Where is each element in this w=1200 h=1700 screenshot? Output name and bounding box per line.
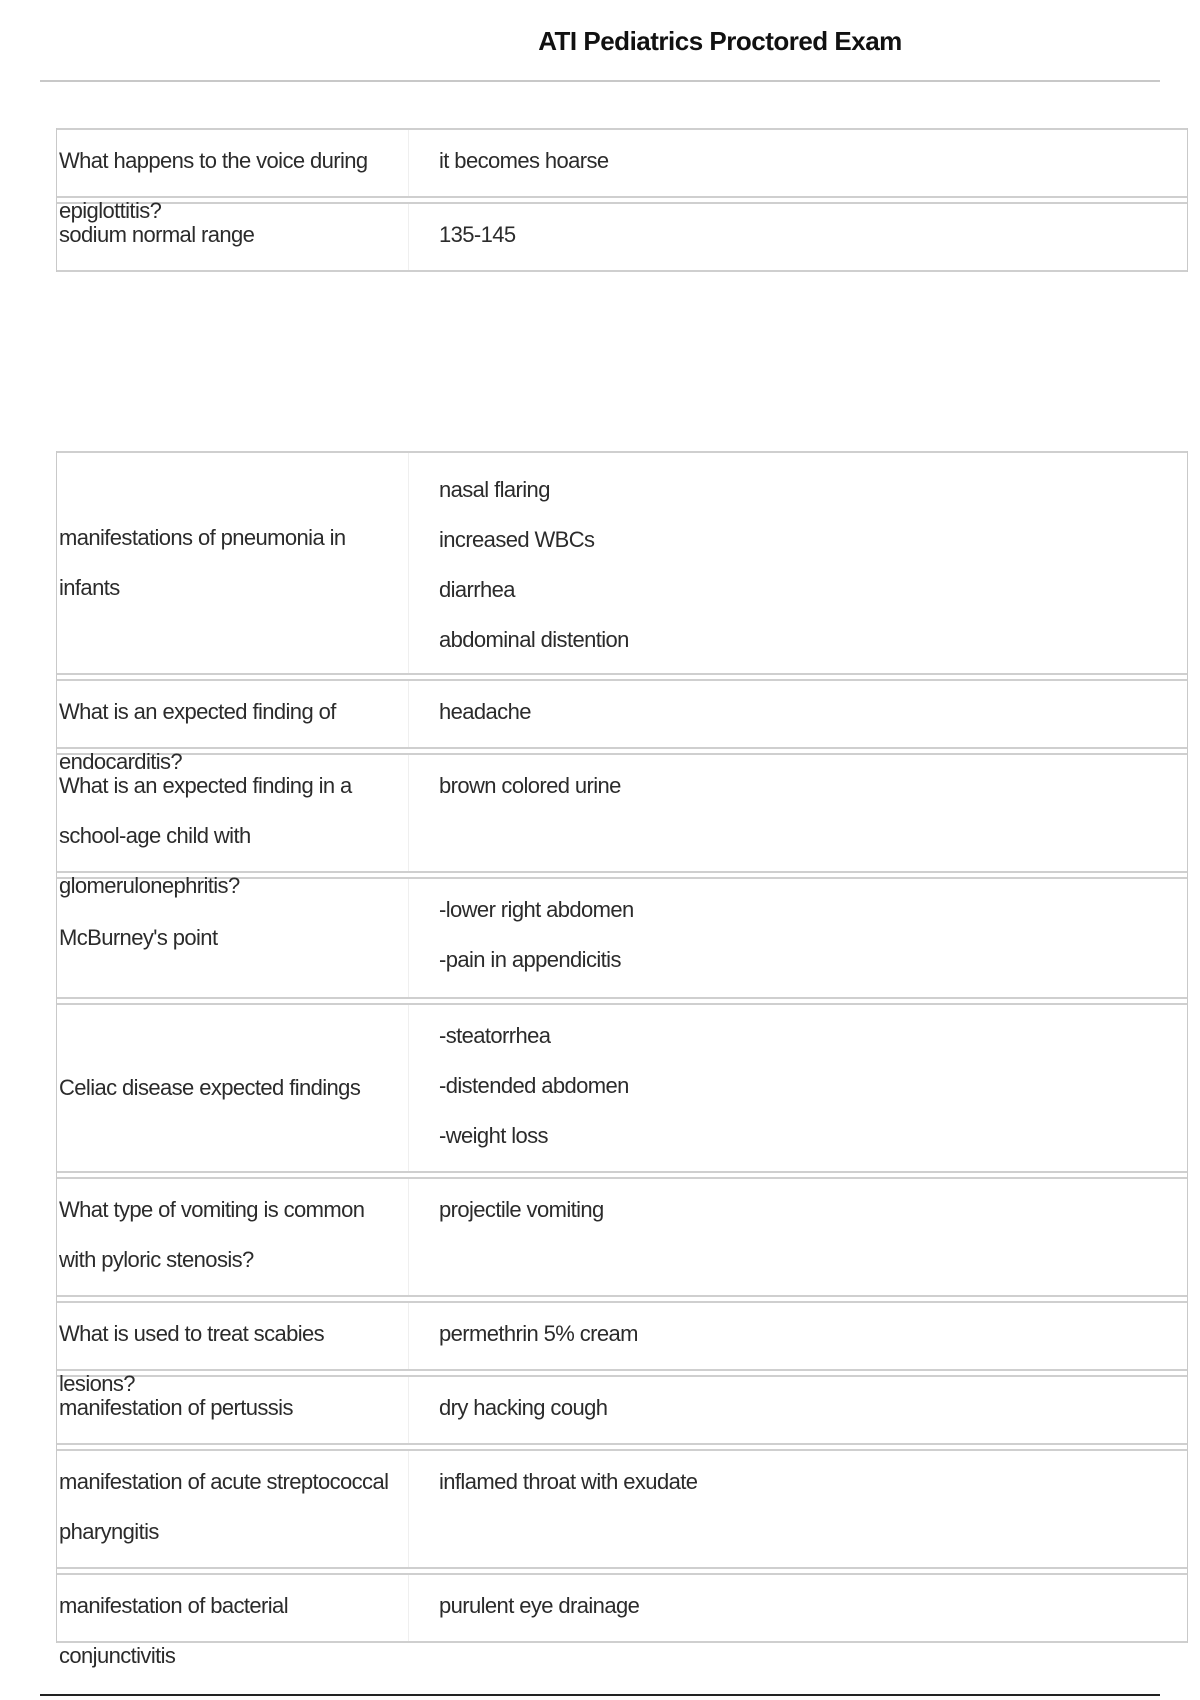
table-row [57,451,1187,675]
table-row [57,1449,1187,1569]
definition-cell: 135-145 [439,222,516,247]
term-cell: Celiac disease expected findings [57,1005,409,1171]
term-cell: What happens to the voice during epiglottitis? [57,130,409,196]
table-row [57,679,1187,774]
term-cell: What is an expected finding in a school-age child with glomerulonephritis? [57,755,409,871]
term-cell: manifestation of acute streptococcal pharyngitis [57,1451,409,1567]
flashcard-table-1 [56,128,1188,272]
top-divider [40,80,1160,82]
definition-cell: projectile vomiting [439,1197,604,1222]
definition-cell: dry hacking cough [439,1395,608,1420]
page-title: ATI Pediatrics Proctored Exam [538,26,902,56]
table-row [57,877,1187,999]
definition-cell: headache [439,699,531,724]
term-cell: manifestations of pneumonia in infants [57,453,409,673]
term-cell: What is used to treat scabies lesions? [57,1303,409,1369]
table-row [57,202,1187,272]
term-cell: What type of vomiting is common with pyloric stenosis? [57,1179,409,1295]
definition-cell: -lower right abdomen -pain in appendicitis [439,897,634,972]
table-row [57,1003,1187,1173]
term-cell: What is an expected finding of endocarditis? [57,681,409,747]
flashcard-table-2 [56,451,1188,1668]
table-row [57,753,1187,898]
definition-cell: brown colored urine [439,773,621,798]
term-cell: manifestation of pertussis [57,1377,409,1443]
table-row [57,1301,1187,1396]
definition-cell: inflamed throat with exudate [439,1469,698,1494]
definition-cell: permethrin 5% cream [439,1321,638,1346]
table-row [57,1573,1187,1668]
table-row [57,1177,1187,1297]
table-row [57,1375,1187,1445]
table-row [57,128,1187,223]
definition-cell: -steatorrhea -distended abdomen -weight loss [439,1023,629,1148]
definition-cell: it becomes hoarse [439,148,609,173]
term-cell: McBurney's point [57,879,409,997]
bottom-divider [40,1694,1160,1696]
term-cell: manifestation of bacterial conjunctivitis [57,1575,409,1641]
term-cell: sodium normal range [57,204,409,270]
definition-cell: purulent eye drainage [439,1593,640,1618]
definition-cell: nasal flaring increased WBCs diarrhea abdominal distention [439,477,629,652]
